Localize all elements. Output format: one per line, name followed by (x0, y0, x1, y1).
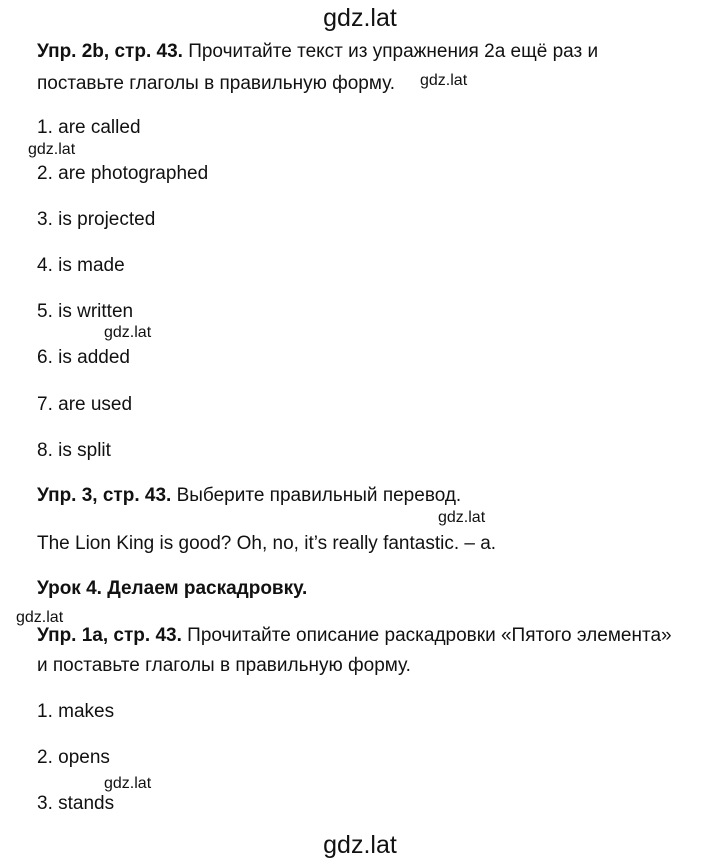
ex2b-answer-8: 8. is split (37, 440, 111, 461)
watermark-small: gdz.lat (28, 141, 76, 158)
watermark-bottom: gdz.lat (323, 831, 397, 859)
ex1a-answer-1: 1. makes (37, 701, 115, 722)
lesson-title: Урок 4. Делаем раскадровку. (37, 578, 308, 599)
watermark-small: gdz.lat (16, 609, 64, 626)
ex1a-heading: Упр. 1a, стр. 43. (37, 625, 182, 646)
ex1a-instruction-line1 (37, 624, 672, 648)
ex1a-instruction-line2: и поставьте глаголы в правильную форму. (37, 655, 411, 676)
watermark-small: gdz.lat (420, 72, 468, 89)
watermark-small: gdz.lat (104, 324, 152, 341)
ex2b-answer-4: 4. is made (37, 255, 125, 276)
ex2b-instruction-text1: Прочитайте текст из упражнения 2а ещё раз и (188, 41, 599, 62)
watermark-top: gdz.lat (323, 4, 397, 32)
ex2b-instruction-line1 (37, 40, 598, 64)
ex3-heading: Упр. 3, стр. 43. (37, 485, 172, 506)
ex2b-answer-1: 1. are called (37, 117, 141, 138)
ex3-answer: The Lion King is good? Oh, no, it’s really fantastic. – a. (37, 533, 497, 554)
ex1a-instruction-text1: Прочитайте описание раскадровки «Пятого элемента» (187, 625, 672, 646)
ex2b-answer-7: 7. are used (37, 394, 133, 415)
ex1a-answer-3: 3. stands (37, 793, 115, 814)
watermark-small: gdz.lat (104, 775, 152, 792)
ex2b-answer-6: 6. is added (37, 347, 130, 368)
ex2b-instruction-line2: поставьте глаголы в правильную форму. (37, 73, 396, 94)
ex1a-answer-2: 2. opens (37, 747, 110, 768)
watermark-small: gdz.lat (438, 509, 486, 526)
ex3-instruction (37, 484, 461, 508)
ex2b-answer-2: 2. are photographed (37, 163, 209, 184)
ex2b-answer-5: 5. is written (37, 301, 134, 322)
ex2b-heading: Упр. 2b, стр. 43. (37, 41, 183, 62)
ex3-instruction-text: Выберите правильный перевод. (176, 485, 462, 506)
ex2b-answer-3: 3. is projected (37, 209, 156, 230)
